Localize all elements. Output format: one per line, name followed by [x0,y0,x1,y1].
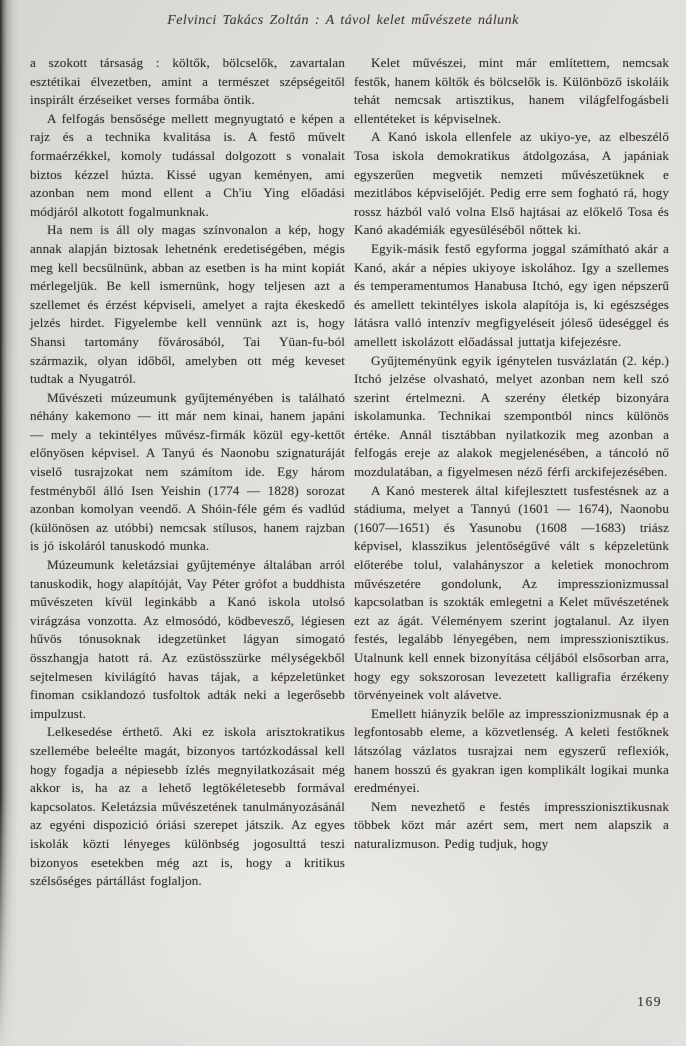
paragraph: Gyűjteményünk egyik igénytelen tusvázlatán (2. kép.) Itchó jelzése olvasható, melyet azonban nem kell szó szerint értelmezni. A szerény életkép bizonyára iskolamunka. Technikai szempontból nincs különös értéke. Annál tisztábban nyilatkozik meg azonban a felfogás ereje az alakok megjelenésében, a táncoló nő mozdulatában, a figyelmesen néző férfi arckifejezésében. [354,352,669,480]
paragraph: Ha nem is áll oly magas színvonalon a kép, hogy annak alapján biztosak lehetnénk eredetiségében, mégis meg kell becsülnünk, abban az esetben is ha mint kopiát mérlegeljük. Be kell ismernünk, hogy teljesen azt a szellemet és érzést képviseli, amelyet a rajta ékeskedő jelzés hirdet. Figyelembe kell vennünk azt is, hogy Shansi tartomány fővárosából, Tai Yüan-fu-ból származik, olyan időből, amelyben ott még keveset tudtak a Nyugatról. [30,222,345,387]
paragraph: Lelkesedése érthető. Aki ez iskola arisztokratikus szellemébe beleélte magát, bizonyos tartózkodással kell hogy fogadja a népiesebb ízlés megnyilatkozásait még akkor is, ha az a lehető legtökéletesebb formával kapcsolatos. Keletázsia művészetének tanulmányozásánál az egyéni dispozició óriási szerepet játszik. Az egyes iskolák közti lényeges különbség jogosulttá teszi bizonyos esetekben még azt is, hogy a kritikus szélsőséges pártállást foglaljon. [30,724,345,889]
paragraph: Kelet művészei, mint már említettem, nemcsak festők, hanem költők és bölcselők is. Különböző iskoláik tehát nemcsak artisztikus, hanem világfelfogásbeli ellentéteket is képviselnek. [354,55,669,126]
paragraph: Múzeumunk keletázsiai gyűjteménye általában arról tanuskodik, hogy alapítóját, Vay Péter grófot a buddhista művészeten kívül leginkább a Kanó iskola utolsó virágzása vonzotta. Az elmosódó, ködbevesző, légiesen hűvös tónusoknak idegzetünket lágyan simogató összhangja hatott rá. Az ezüstösszürke mélységekből sejtelmesen kivilágító havas tájak, a képzeletünket finoman csiklandozó tusfoltok adták neki a legerősebb impulzust. [30,557,345,721]
running-header: Felvinci Takács Zoltán : A távol kelet művészete nálunk [167,13,519,28]
paragraph: Egyik-másik festő egyforma joggal számítható akár a Kanó, akár a népies ukiyoye iskolához. Igy a szellemes és temperamentumos Hanabusa Itchó, egy igen népszerű és amellett tekintélyes iskola alapítója is, ki egészséges látásra valló intenzív megfigyeléseit jóleső üdeséggel és amellett iskolázott előadással juttatja kifejezésre. [354,240,669,349]
left-column [30,54,345,891]
text-columns [30,54,669,891]
paragraph: A Kanó mesterek által kifejlesztett tusfestésnek az a stádiuma, melyet a Tannyú (1601 — 1674), Naonobu (1607—1651) és Yasunobu (1608 —1683) triász képvisel, klasszikus jelentőségűvé vált s képzeletünk előterébe tolul, valahányszor a keletiek monochrom művészetére gondolunk, Az impresszionizmussal kapcsolatban is szokták emlegetni a Kelet művészetének ezt az ágát. Véleményem szerint jogtalanul. Az ilyen festés, legalább lényegében, nem impresszionisztikus. Utalnunk kell ennek bizonyítása céljából elsősorban arra, hogy egy sokszorosan levezetett kalligrafia érzékeny törvényeinek volt alávetve. [354,482,669,703]
page-number: 169 [637,994,662,1009]
paragraph: a szokott társaság : költők, bölcselők, zavartalan esztétikai élvezetben, amint a természet szépségeitől inspirált érzéseiket verses formába öntik. [30,55,345,108]
paragraph: Nem nevezhető e festés impresszionisztikusnak többek közt már azért sem, mert nem alapszik a naturalizmuson. Pedig tudjuk, hogy [354,798,669,851]
paragraph: Művészeti múzeumunk gyűjteményében is található néhány kakemono — itt már nem kinai, hanem japáni — mely a tekintélyes művész-firmák közül egy-kettőt előnyösen képvisel. A Tanyú és Naonobu szignaturáját viselő tusrajzokat nem számítom ide. Egy három festményből álló Isen Yeishin (1774 — 1828) sorozat azonban komolyan veendő. A Shóin-féle gém és vadlúd (különösen az utóbbi) nemcsak stílusos, hanem rajzban is jó iskoláról tanuskodó munka. [30,389,345,554]
paragraph: A felfogás bensősége mellett megnyugtató e képen a rajz és a technika kvalitása is. A festő művelt formaérzékkel, komoly tudással dolgozott s vonalait biztos kézzel húzta. Kissé ugyan keményen, ami azonban nem mond ellent a Ch'iu Ying előadási módjáról alkotott fogalmunknak. [30,110,345,219]
scan-edge-shadow [0,0,18,1046]
right-column [354,54,669,891]
paragraph: Emellett hiányzik belőle az impresszionizmusnak ép a legfontosabb eleme, a közvetlenség. A keleti festőknek látszólag vázlatos tusrajzai nem egyszerű reflexiók, hanem hosszú és gyakran igen komplikált logikai munka eredményei. [354,705,669,796]
paragraph: A Kanó iskola ellenfele az ukiyo-ye, az elbeszélő Tosa iskola demokratikus átdolgozása, A japániak egyszerűen megvetik nemzeti művészetüknek e mezitlábos képviselőjét. Pedig erre sem fogható rá, hogy rossz házból való volna Első hajtásai az előkelő Tosa és Kanó akadémiák egyesüléséből nőttek ki. [354,129,669,238]
